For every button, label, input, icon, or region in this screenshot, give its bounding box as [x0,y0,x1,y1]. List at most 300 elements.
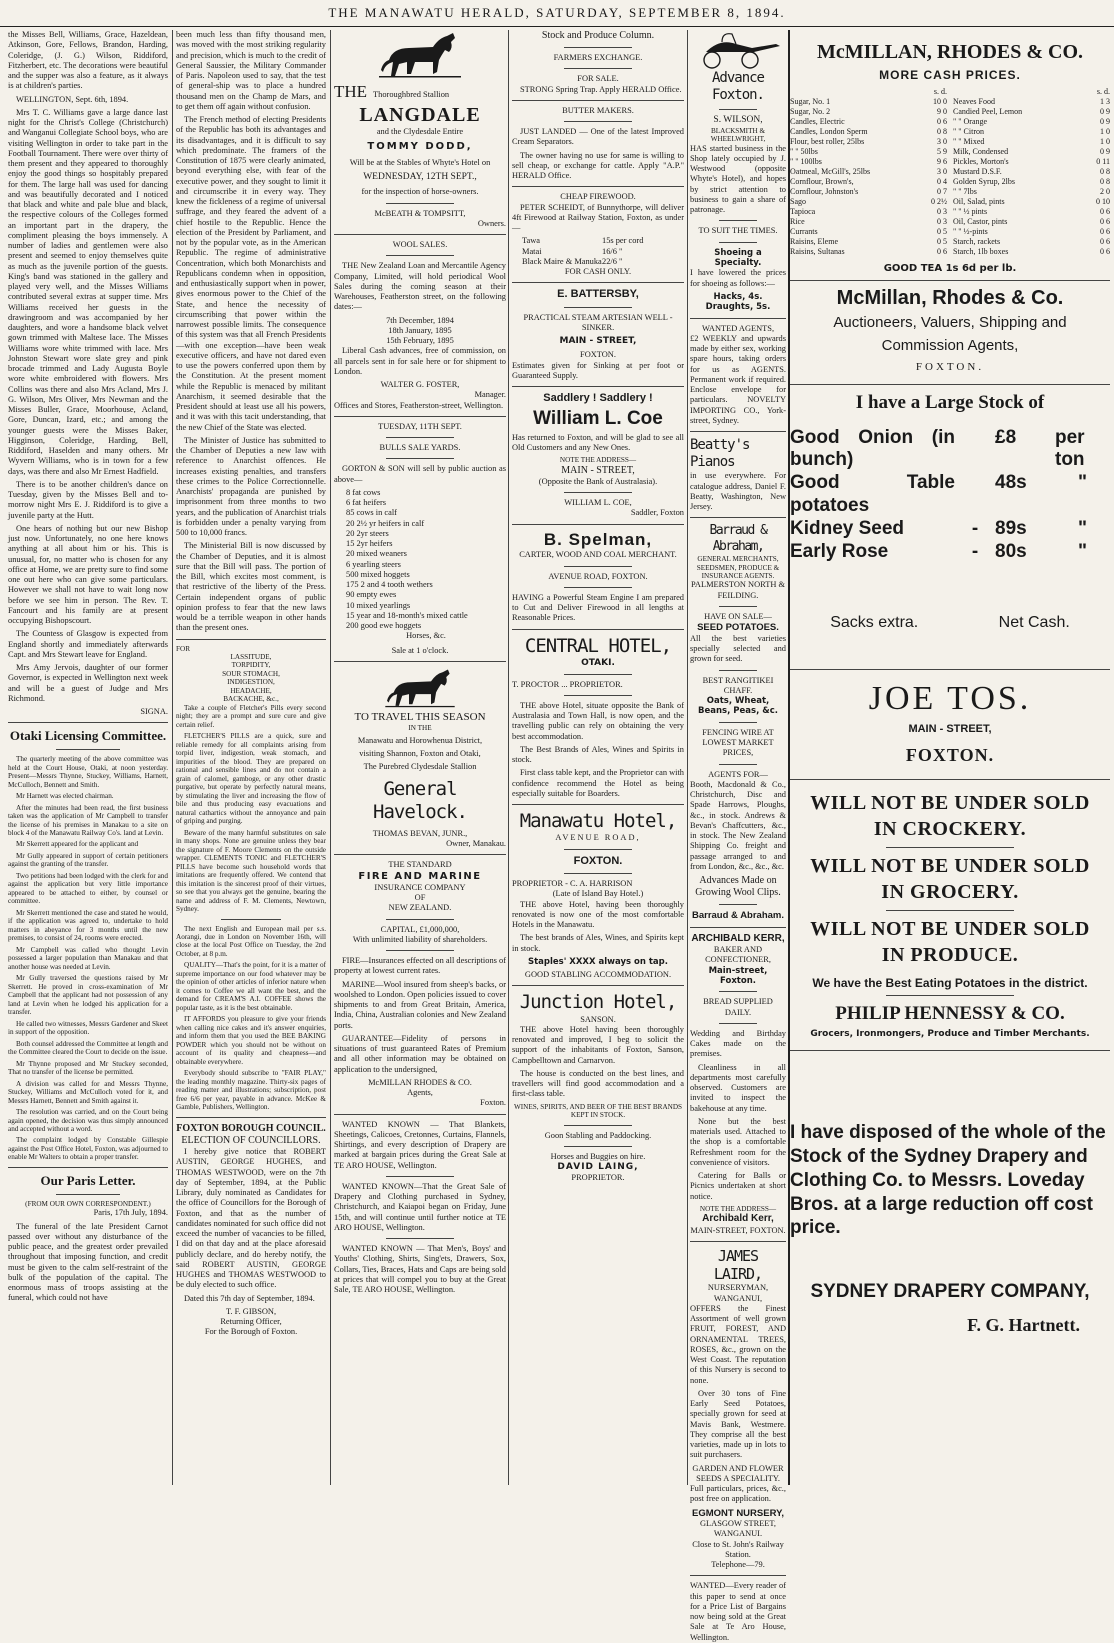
dateline: WELLINGTON, Sept. 6th, 1894. [16,94,129,104]
ad-text: for the inspection of horse-owners. [361,187,479,197]
price-list [790,87,1110,257]
ad-text: Grocers, Ironmongers, Produce and Timber Merchants. [810,1029,1090,1040]
article-text: Mr Harnett was elected chairman. [16,792,114,801]
price-row [790,227,947,237]
ad-list-item: LASSITUDE, [230,652,272,661]
carriage-icon [692,30,784,70]
price-item: Sago [790,196,806,206]
price-value: 80s [995,540,1027,562]
ad-text: I have lowered the prices for shoeing as follows:— [690,268,786,288]
ad-date: 18th January, 1895 [388,325,452,335]
ad-text: HAVE ON SALE— [704,611,772,621]
ad-text: I have disposed of the whole of the Stock of the Sydney Drapery and Clothing Co. to Messrs. Loveday Bros. at a large reduction off cost price. [790,1122,1106,1239]
price-unit: " [1077,472,1087,494]
price-row [790,518,1110,541]
ad-text: Booth, Macdonald & Co., Christchurch, Disc and Spade Harrows, Ploughs, &c., in stock. Andrews & Bevan's Chaffcutters, &c., in stock. The New Zealand Shipping Co. freight and passage arranged to and from London, &c., &c., &c. [690,779,786,871]
signature: DAVID LAING, [557,1162,639,1173]
stallion-name: TOMMY DODD, [367,141,473,153]
column-6 [790,30,1110,1485]
business-name: JOE TOS. [868,679,1032,717]
price-value: 89s [995,517,1027,539]
article-text: Both counsel addressed the Committee at length and the Committee cleared the Court to decide on the issue. [8,1039,168,1057]
list-item: 15 year and 18-month's mixed cattle [346,610,468,620]
price-row [790,217,947,227]
signature: PROPRIETOR. [571,1172,625,1182]
business-name: CENTRAL HOTEL, [524,634,672,657]
price-item: Cornflour, Johnston's [790,186,859,196]
ad-text: THE New Zealand Loan and Mercantile Agency Company, Limited, will hold periodical Wool Sales during the coming season at their Warehouses, Featherston street, on the following dates:— [334,261,506,312]
price-row [790,157,947,167]
price-item: Candles, Electric [790,116,845,126]
address: FOXTON. [915,360,985,373]
headline: IN CROCKERY. [873,817,1027,840]
price-row [953,147,1110,157]
price-value: 0 9 [1100,146,1110,156]
headline: IN GROCERY. [881,880,1019,903]
price-row [953,127,1110,137]
address: OTAKI. [581,657,615,668]
price-value: 1 0 [1100,136,1110,146]
price-row [790,207,947,217]
price-value: 1 0 [1100,126,1110,136]
article-text: The resolution was carried, and on the Court being again opened, the decision was thus simply announced and accepted without a word. [8,1108,168,1133]
signature: McMILLAN RHODES & CO. [368,1077,472,1087]
subheadline: FARMERS EXCHANGE. [553,53,643,63]
ad-date: 15th February, 1895 [386,336,454,346]
terms-row [790,613,1110,633]
price-item: Mustard D.S.F. [953,166,1002,176]
price-value: 16/6 " [602,246,623,256]
price-row [953,247,1110,257]
article-text: Mr Campbell was called who thought Levin possessed a larger population than Manakau and that another house was needed at Levin. [8,945,168,971]
price-row [953,107,1110,117]
ad-text: The Purebred Clydesdale Stallion [363,762,477,772]
price-item: Draughts, 5s. [705,302,771,313]
price-item: Oatmeal, McGill's, 25lbs [790,166,871,176]
article-text: The funeral of the late President Carnot passed over without any disturbance of the public peace, and the greatest order prevailed throughout that imposing function, and credit must be given to the calm self-restraint of the bulk of the population of the capital. The enormous mass of troops assisting at the funeral, which could not have [8,1221,168,1303]
signature: Agents, [407,1088,433,1098]
ad-text: OF [414,893,426,903]
dateline: Paris, 17th July, 1894. [93,1208,168,1218]
price-row [953,117,1110,127]
ad-date: 7th December, 1894 [386,315,454,325]
price-value: 2 0 [1100,186,1110,196]
ad-text: JUST LANDED — One of the latest Improved Cream Separators. [512,127,684,147]
ad-list-item: TORPIDITY, [231,661,271,670]
price-row [953,197,1110,207]
headline: I have a Large Stock of [855,392,1045,414]
price-row [790,541,1110,564]
ad-list-item: INDIGESTION, [227,678,275,687]
price-item: Good Onion (in bunch) [790,426,955,471]
price-row [790,247,947,257]
business-name: McMillan, Rhodes & Co. [836,286,1064,309]
price-row [953,137,1110,147]
price-value: 0 5 [937,236,947,246]
list-item: 500 mixed hoggets [346,569,410,579]
ad-text: NOTE THE ADDRESS— [559,456,637,465]
ad-text: £2 WEEKLY and upwards made by either sex, working spare hours, taking orders for us as AGENTS. Permanent work if required. Enclose envelope for particulars. NOVELTY IMPORTING CO., York-street, Sydney. [690,333,786,425]
address: FOXTON. [580,350,616,360]
signature: WALTER G. FOSTER, [380,380,460,390]
ad-text: NEW ZEALAND. [388,903,452,913]
price-value: 0 6 [1100,236,1110,246]
price-item: Oil, Salad, pints [953,196,1005,206]
ad-text: FENCING WIRE AT LOWEST MARKET PRICES, [702,727,774,758]
signature: Owners. [477,218,506,228]
headline: SEED POTATOES. [697,622,779,634]
price-value: 0 9 [1100,106,1110,116]
price-value: 3 0 [937,166,947,176]
article-text: Mr Skerrett appeared for the applicant and [16,840,139,849]
address: AVENUE ROAD, [555,833,641,843]
signature: THOMAS BEVAN, JUNR., [372,828,468,838]
signature: Manager. [474,390,506,400]
price-item: Raisins, Eleme [790,236,838,246]
price-item: Early Rose [790,540,889,562]
price-row [953,187,1110,197]
ad-text: NURSERYMAN, WANGANUI, [707,1283,769,1303]
ad-text: FIRE—Insurances effected on all descriptions of property at lowest current rates. [334,956,506,976]
list-item: 85 cows in calf [346,508,397,518]
address: FOXTON. [905,744,995,765]
business-name: JAMES LAIRD, [713,1246,763,1284]
price-row [953,97,1110,107]
signature: T. F. GIBSON, [225,1306,277,1316]
price-unit: " [1077,540,1087,562]
business-name: Beatty's Pianos [690,437,750,471]
price-value: 48s [995,472,1027,494]
ad-text: WANTED—Every reader of this paper to send at once for a Price List of Bargains now being sold at the Great Sale at Te Aro House, Wellington. [690,1581,786,1642]
list-item: 6 yearling steers [346,559,401,569]
price-value: 0 2½ [931,196,947,206]
ad-text: PRACTICAL STEAM ARTESIAN WELL - SINKER. [523,312,673,333]
price-item: " " 100lbs [790,156,822,166]
ad-text: Goon Stabling and Paddocking. [544,1130,652,1140]
price-item: " " 50lbs [790,146,818,156]
article-text: He called two witnesses, Messrs Gardener and Skeet in support of the opposition. [8,1019,168,1037]
ad-text: THE STANDARD [388,860,452,870]
price-item: " " ½ pints [953,206,988,216]
price-item: Tapioca [790,206,816,216]
address: Telephone—79. [711,1560,765,1570]
price-item: Sugar, No. 1 [790,96,831,106]
column-4 [512,30,684,1485]
ad-text: visiting Shannon, Foxton and Otaki, [359,749,481,759]
article-text: Mrs T. C. Williams gave a large dance last night for the Christ's College (Christchurch) and Wanganui Collegiate School boys, who are visiting Wellington in order to take part in the Football Tournament. There were over thirty of them present and they appeared to thoroughly enjoy the good things so hospitably prepared for them. The large hall was used for dancing and was beautifully decorated and I noticed that black and white and pale blue and black, the respective colours of the Colleges formed an important part in the drapery, the compliment pleasing the boys immensely. A number of ladies and gentlemen were also present and seemed to enjoy themselves quite as much as the juvenile portion of the guests. King's band was stationed in the gallery and played very well, and the Misses Williams contributed several extras at supper time. Mrs Williams received her guests in the drawingroom and was accompanied by her daughters, and wore a handsome black velvet gown trimmed with Maltese lace. The Misses Williams wore white trimmed with lace. Mrs Johnston Stewart wore slate grey and pink brocade trimmed and Lady Augusta Boyle wore white embroidered with flowers. Mrs Collins was there and also Mrs Acland, Mrs J. G. Wilson, Mrs Oliver, Mrs Newman and the Misses Buller, Grace, Moorhouse, Acland, Gore, Duncan, Izard, etc.; and among the younger guests were the Misses Baker, Higginson, Coleridge, Harding, Bell, Riddiford, Haselden and many others. Mr Wyvern Williams, who is in town for a few days, was there and also Mr Ernest Hadfield. [8,107,168,476]
price-value: 0 6 [1100,216,1110,226]
price-item: Sugar, No. 2 [790,106,831,116]
signature: Barraud & Abraham. [691,910,785,922]
ad-text: THE above Hotel, having been thoroughly renovated is now one of the most comfortable Hotels in the Manawatu. [512,899,684,930]
ad-text: BAKER AND CONFECTIONER, [705,945,771,965]
price-row [790,167,947,177]
column-rule [508,30,509,1485]
headline: WOOL SALES. [392,240,448,250]
price-item: Starch, rackets [953,236,1001,246]
article-text: Two petitions had been lodged with the clerk for and against the application but very little importance appeared to be attached to either, by counsel or committee. [8,871,168,906]
column-header: s. d. [1096,87,1110,97]
headline: TO TRAVEL THIS SEASON [354,710,486,723]
ad-text: GARDEN AND FLOWER SEEDS A SPECIALITY. [692,1463,784,1483]
headline: Shoeing a Specialty. [714,247,762,269]
price-item: Kidney Seed [790,517,905,539]
ad-text: QUALITY—That's the point, for it is a matter of supreme importance on our food whatever may be the opinion of other articles of inferior nature when it comes to Coffee we all want the best, and the demand for CREAM'S A.I. COFFEE shows the popular taste, as it is the best obtainable. [176,961,326,1012]
ad-text: and the Clydesdale Entire [376,127,464,137]
ad-list-item: BACKACHE, &c., [223,695,279,704]
ad-text: Has returned to Foxton, and will be glad to see all Old Customers and any New Ones. [512,432,684,452]
price-item: Cornflour, Brown's, [790,176,854,186]
column-1 [8,30,168,1485]
price-unit: " [1077,517,1087,539]
price-item: Candied Peel, Lemon [953,106,1023,116]
price-item: Black Maire & Manuka [522,256,602,266]
ad-text: The best brands of Ales, Wines, and Spirits kept in stock. [512,933,684,953]
ad-text: With unlimited liability of shareholders. [352,934,488,944]
ad-text: THE above Hotel, situate opposite the Bank of Australasia and Town Hall, is now open, and the travelling public can rely on obtaining the very best accommodation. [512,700,684,741]
ad-text: Cleanliness in all departments most carefully observed. Customers are invited to inspect the bakehouse at any time. [690,1062,786,1113]
headline: Advance Foxton. [711,70,764,104]
price-value: 0 8 [937,126,947,136]
price-item: " " Orange [953,116,988,126]
article-text: After the minutes had been read, the first business taken was the application of Mr Campbell to transfer the license of his premises in Manakau to a site on block 4 of the Manawatu Railway Co's. land at Levin. [8,803,168,837]
produce-price-list [790,427,1110,564]
article-text: Mr Skerrett mentioned the case and stated he would, if the application was agreed to, undertake to hold matters in abeyance for 3 months until the new premises, to consist of 24, rooms were erected. [8,908,168,943]
address: MAIN - STREET, [559,336,637,347]
ad-text: WANTED KNOWN—That the Great Sale of Drapery and Clothing purchased in Sydney, Christchurch, and Kaiapoi began on Friday, June 15th, and will continue until further notice at TE ARO HOUSE, Wellington. [334,1181,506,1232]
price-value: 0 6 [937,116,947,126]
ad-text: Oats, Wheat, Beans, Peas, &c. [698,696,778,717]
price-value: £8 [995,426,1017,448]
headline: Our Paris Letter. [40,1172,136,1188]
ad-list-item: SOUR STOMACH, [222,669,280,678]
ad-date: WEDNESDAY, 12TH SEPT., [363,171,477,182]
headline: WILL NOT BE UNDER SOLD [810,854,1090,877]
notice-text: The next English and European mail per s.s. Aorangi, due in London on November 16th, will close at the local Post Office on Tuesday, the 2nd October, at 8 p.m. [176,924,326,958]
ad-text: Offices and Stores, Featherston-street, Wellington. [334,400,504,410]
price-item: Currants [790,226,818,236]
subheadline: ELECTION OF COUNCILLORS. [181,1134,321,1146]
proprietor: PROPRIETOR - C. A. HARRISON [512,879,633,889]
price-row [953,157,1110,167]
price-item: Good Table potatoes [790,472,955,516]
ad-text: The owner having no use for same is willing to sell cheap, or exchange for cattle. Apply "A.P." HERALD Office. [512,150,684,181]
price-row [790,117,947,127]
price-row [790,97,947,107]
ad-text: GOOD STABLING ACCOMMODATION. [524,970,672,980]
ad-text: MARINE—Wool insured from sheep's backs, or woolshed to London. Open policies issued to cover shipments to and from Great Britain, America, India, China, Australian colonies and New Zealand ports. [334,979,506,1030]
signature: For the Borough of Foxton. [204,1327,298,1337]
price-value: 0 10 [1096,196,1110,206]
section-heading: Stock and Produce Column. [541,30,655,41]
ad-text: Estimates given for Sinking at per foot or Guaranteed Supply. [512,360,684,380]
list-item: 20 2½ yr heifers in calf [346,518,425,528]
ad-text: All the best varieties specially selected and grown for seed. [690,633,786,664]
signature: Owner, Manakau. [446,839,506,849]
headline: Otaki Licensing Committee. [9,728,167,744]
price-item: Milk, Condensed [953,146,1009,156]
column-rule [172,30,173,1485]
ad-text: Will be at the Stables of Whyte's Hotel on [349,157,491,167]
proprietor: T. PROCTOR ... PROPRIETOR. [512,679,623,689]
address: AVENUE ROAD, FOXTON. [548,571,648,581]
price-value: 0 4 [937,176,947,186]
ad-text: We have the Best Eating Potatoes in the district. [812,975,1088,990]
business-name: E. BATTERSBY, [557,288,639,301]
price-item: " " Mixed [953,136,985,146]
ad-text: IN THE [408,724,432,733]
ad-text: CAPITAL, £1,000,000, [380,924,460,934]
headline: FIRE AND MARINE [358,870,482,882]
price-row [790,237,947,247]
article-text: The French method of electing Presidents of the Republic has both its advantages and its disadvantages, and it is difficult to say which predominate. The framers of the Constitution of 1875 were clearly animated, beyond everything else, with fear of the executive power, and they sought to limit it and circumscribe it in every way. They knew the fickleness of a regime of universal suffrage, and they feared the advent of a chief hostile to the Republic. Hence the election of the President by Parliament, and not by the popular vote, as in the American Republic. The regime of administrative Concentration, which both Monarchists and Republicans condemn when in opposition, and enthusiastically support when in power, gives enormous power to the Chief of the State, and hence the necessity of circumscribing that power within the narrowest possible limits. The consequence of this system was that all French Presidents—with one exception—have been weak executive officers, and have not dared even to use the powers conferred upon them by the Constitution. At the present moment while the Republic is menaced by militant Anarchism, it seemed desirable that the President should at least use all his powers, and it was with this tacit understanding, that the new Chief of the State was elected. [176,115,326,432]
ad-text: in use everywhere. For catalogue address, Daniel F. Beatty, Washington, New Jersey. [690,471,786,512]
price-item: " " 7lbs [953,186,977,196]
byline: (FROM OUR OWN CORRESPONDENT.) [25,1199,151,1208]
price-item: Hacks, 4s. [713,291,763,302]
ad-text: Take a couple of Fletcher's Pills every second night; they are a prompt and sure cure and give certain relief. [176,703,326,729]
stallion-name: LANGDALE [359,103,481,126]
ad-text: HAS started business in the Shop lately occupied by J. Westwood (opposite Whyte's Hotel), and hopes by strict attention to business to gain a share of patronage. [690,143,786,215]
ad-text: None but the best materials used. Attached to the shop is a comfortable Refreshment room for the convenience of visitors. [690,1116,786,1167]
article-text: The Ministerial Bill is now discussed by the Chamber of Deputies, and it is almost sure that the Bill will pass. The portion of the Bill, which excites most comment, is that restrictive of the liberty of the Press. Certain independent organs of public opinion profess to fear that the new laws would be a terrible weapon in other hands than the present ones. [176,541,326,633]
ad-text: FOR CASH ONLY. [564,267,632,277]
ad-text: Thoroughbred Stallion [373,90,450,99]
headline: IN PRODUCE. [881,943,1019,966]
ad-text: HAVING a Powerful Steam Engine I am prepared to Cut and Deliver Firewood in all lengths at Reasonable Prices. [512,592,684,623]
ad-text: Wedding and Birthday Cakes made on the premises. [690,1028,786,1059]
article-text: Mr Gully appeared in support of certain petitioners against the granting of the transfer. [8,851,168,869]
ad-list-item: HEADACHE, [230,686,272,695]
article-text: The complaint lodged by Constable Gillespie against the Post Office Hotel, Foxton, was adjourned to enable Mr Walters to obtain a proper transfer. [8,1136,168,1162]
ad-text: GORTON & SON will sell by public auction as above— [334,464,506,484]
list-item: 8 fat cows [346,487,381,497]
price-row [953,207,1110,217]
article-text: the Misses Bell, Williams, Grace, Hazeldean, Atkinson, Gore, Fellows, Brandon, Harding, Coleridge, (J. G.) Wilson, Riddiford, Fitzherbert, etc. The decorations were beautiful and the supper was also a feature, as it always is at children's parties. [8,30,168,91]
list-item: 20 2yr steers [346,528,389,538]
article-text: Mrs Amy Jervois, daughter of our former Governor, is expected in Wellington next week and will be a guest of Judge and Mrs Richmond. [8,663,168,703]
price-item: Candles, London Sperm [790,126,868,136]
ad-text: Auctioneers, Valuers, Shipping and [833,314,1067,332]
article-text: been much less than fifty thousand men, was moved with the most striking regularity and precision, which is much to the credit of General Saussier, the Military Commander of Paris. Napoleon used to say, that the test of general-ship was to place a hundred thousand men on the Champ de Mars, and to get them off again without confusion. [176,30,326,111]
article-text: A division was called for and Messrs Thynne, Stuckey, Williams and McCulloch voted for it, and Messrs Harnett, Bennett and Smith against it. [8,1079,168,1105]
price-item: Raisins, Sultanas [790,246,845,256]
ad-date: TUESDAY, 11TH SEPT. [378,421,462,431]
price-value: 0 8 [1100,176,1110,186]
ad-text: Staples' XXXX always on tap. [528,956,668,967]
price-item: " " ½-pints [953,226,988,236]
ad-text: WANTED KNOWN — That Blankets, Sheetings, Calicoes, Cretonnes, Curtains, Flannels, Shirtings, and every description of Drapery are marked at bargain prices during the Great Sale at TE ARO HOUSE, Wellington. [334,1119,506,1170]
notice-text: I hereby give notice that ROBERT AUSTIN, GEORGE HUGHES, and THOMAS WESTWOOD, were on the 7th day of September, 1894, at the Public Library, duly nominated as Candidates for the office of Councillors for the Borough of Foxton, and that as the number of candidates nominated for such office did not exceed the number of vacancies to be filled, I did on that day and at the place aforesaid publicly declare, and do hereby notify, the said ROBERT AUSTIN, GEORGE HUGHES and THOMAS WESTWOOD to be duly elected to such office. [176,1147,326,1290]
ad-text: (Late of Island Bay Hotel.) [552,889,644,899]
article-text: Mr Gully traversed the questions raised by Mr Skerrett. He proved in cross-examination of Mr Campbell that the applicant had not possession of any land at Levin when he lodged his application for a transfer. [8,974,168,1017]
price-item: Tawa [522,236,541,246]
business-name: Manawatu Hotel, [519,810,677,833]
price-row [512,247,684,257]
price-item: Rice [790,216,805,226]
ad-text: NOTE THE ADDRESS— [699,1204,777,1213]
price-row [953,217,1110,227]
price-row [790,147,947,157]
list-item: 10 mixed yearlings [346,600,411,610]
price-value: 1 3 [1100,96,1110,106]
price-row [790,472,1110,518]
signature: SIGNA. [140,707,168,716]
horse-icon [375,30,465,82]
price-item: " " Citron [953,126,984,136]
business-name: William L. Coe [533,408,663,430]
column-header: s. d. [933,87,947,97]
horse-icon [380,667,460,711]
address: MAIN - STREET, [561,464,635,476]
price-separator: - [971,540,979,562]
signature: Returning Officer, [220,1317,282,1327]
address: MAIN - STREET, [908,723,992,736]
price-value: 0 7 [937,186,947,196]
address: FOXTON. [573,854,623,867]
price-separator [955,472,995,518]
price-value: 15s per cord [602,236,644,246]
price-value: 10 0 [933,96,947,106]
price-row [790,177,947,187]
headline: WILL NOT BE UNDER SOLD [810,791,1090,814]
price-row [512,236,684,246]
list-item: Horses, &c. [406,631,446,641]
column-rule [687,30,688,1485]
price-item: Neaves Food [953,96,995,106]
ad-text: GENERAL MERCHANTS, SEEDSMEN, PRODUCE & INSURANCE AGENTS. [696,555,780,580]
price-row [953,167,1110,177]
price-value: 22/6 " [602,256,623,266]
business-name: PHILIP HENNESSY & CO. [835,1003,1065,1025]
ad-text: Over 30 tons of Fine Early Seed Potatoes, specially grown for seed at Mavis Bank, Westmere. They comprise all the best varieties, made up in lots to suit purchasers. [690,1388,786,1460]
ad-text: The house is conducted on the best lines, and travellers will find good accommodation and a first-class table. [512,1068,684,1099]
price-separator [955,427,995,473]
notice-text: Dated this 7th day of September, 1894. [184,1293,315,1303]
price-item: Golden Syrup, 2lbs [953,176,1015,186]
ad-text: WINES, SPIRITS, AND BEER OF THE BEST BRANDS KEPT IN STOCK. [513,1102,683,1120]
price-value: 9 6 [937,156,947,166]
price-value: 0 3 [937,216,947,226]
list-item: 200 good ewe hoggets [346,621,422,631]
ad-text: GOOD TEA 1s 6d per lb. [883,262,1017,274]
headline: Saddlery ! Saddlery ! [543,392,653,405]
livestock-list [334,488,506,642]
ad-text: Manawatu and Horowhenua District, [357,735,483,745]
article-text: The Minister of Justice has submitted to the Chamber of Deputies a new law with reference to Anarchist offences. He increases existing penalties, and transfers these crimes to the Police Correctionnelle. Anarchists' propaganda are punished by imprisonment from three months to two years, and the publication of Anarchist trials is forbidden under a penalty varying from 500 to 10,000 francs. [176,435,326,537]
price-separator: - [971,517,979,539]
price-value: 0 3 [937,206,947,216]
price-value: 0 6 [1100,226,1110,236]
list-item: 6 fat heifers [346,498,386,508]
ad-text: The Best Brands of Ales, Wines and Spirits in stock. [512,744,684,765]
address: WANGANUI. [713,1529,763,1539]
column-5 [690,30,786,1642]
business-name: McMILLAN, RHODES & CO. [816,41,1084,63]
headline: MORE CASH PRICES. [879,68,1021,83]
ad-text: FOR [176,644,190,653]
price-row [790,197,947,207]
ad-text: TO SUIT THE TIMES. [698,226,778,236]
ad-text: Net Cash. [998,614,1070,632]
signature: Archibald Kerr, [702,1213,774,1225]
price-list-left [790,87,947,257]
price-item: Flour, best roller, 25lbs [790,136,865,146]
price-value: 0 6 [1100,246,1110,256]
price-list-right [953,87,1110,257]
ad-text: Commission Agents, [881,336,1019,354]
ad-text: BLACKSMITH & WHEELWRIGHT, [710,126,766,144]
